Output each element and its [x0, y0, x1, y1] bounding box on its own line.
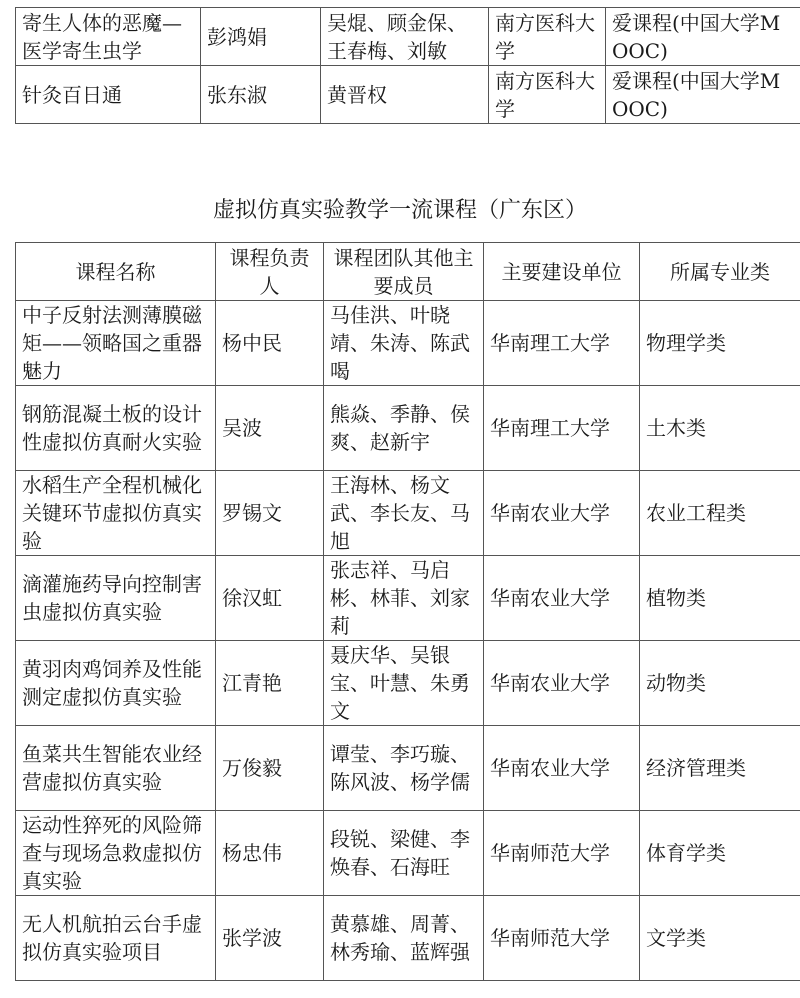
course-name-cell: 滴灌施药导向控制害虫虚拟仿真实验: [16, 556, 216, 641]
course-name-cell: 无人机航拍云台手虚拟仿真实验项目: [16, 896, 216, 981]
unit-cell: 华南农业大学: [484, 471, 640, 556]
table-row: [16, 386, 800, 471]
virtual-simulation-course-table: [15, 242, 800, 981]
leader-cell: 杨中民: [216, 301, 324, 386]
table-row: [16, 8, 800, 66]
category-cell: 物理学类: [640, 301, 800, 386]
unit-cell: 华南农业大学: [484, 556, 640, 641]
table-row: [16, 726, 800, 811]
table-row: [16, 896, 800, 981]
course-name-cell: 中子反射法测薄膜磁矩——领略国之重器魅力: [16, 301, 216, 386]
unit-cell: 华南农业大学: [484, 641, 640, 726]
members-cell: 马佳洪、叶晓靖、朱涛、陈武喝: [324, 301, 484, 386]
course-name-cell: 水稻生产全程机械化关键环节虚拟仿真实验: [16, 471, 216, 556]
unit-cell: 华南理工大学: [484, 301, 640, 386]
platform-cell: 爱课程(中国大学MOOC): [606, 66, 800, 124]
table-row: [16, 66, 800, 124]
header-leader: 课程负责人: [216, 243, 324, 301]
members-cell: 黄晋权: [321, 66, 489, 124]
unit-cell: 华南师范大学: [484, 896, 640, 981]
table-row: [16, 556, 800, 641]
category-cell: 土木类: [640, 386, 800, 471]
category-cell: 经济管理类: [640, 726, 800, 811]
course-name-cell: 寄生人体的恶魔—医学寄生虫学: [16, 8, 201, 66]
unit-cell: 华南农业大学: [484, 726, 640, 811]
leader-cell: 吴波: [216, 386, 324, 471]
unit-cell: 南方医科大学: [489, 66, 606, 124]
course-name-cell: 针灸百日通: [16, 66, 201, 124]
category-cell: 动物类: [640, 641, 800, 726]
leader-cell: 徐汉虹: [216, 556, 324, 641]
header-category: 所属专业类: [640, 243, 800, 301]
members-cell: 段锐、梁健、李焕春、石海旺: [324, 811, 484, 896]
unit-cell: 华南理工大学: [484, 386, 640, 471]
table-row: [16, 641, 800, 726]
leader-cell: 张学波: [216, 896, 324, 981]
category-cell: 文学类: [640, 896, 800, 981]
leader-cell: 万俊毅: [216, 726, 324, 811]
members-cell: 谭莹、李巧璇、陈风波、杨学儒: [324, 726, 484, 811]
table-row: [16, 811, 800, 896]
table-row: [16, 301, 800, 386]
category-cell: 体育学类: [640, 811, 800, 896]
leader-cell: 杨忠伟: [216, 811, 324, 896]
course-name-cell: 鱼菜共生智能农业经营虚拟仿真实验: [16, 726, 216, 811]
course-name-cell: 黄羽肉鸡饲养及性能测定虚拟仿真实验: [16, 641, 216, 726]
members-cell: 黄慕雄、周菁、林秀瑜、蓝辉强: [324, 896, 484, 981]
leader-cell: 张东淑: [201, 66, 321, 124]
header-unit: 主要建设单位: [484, 243, 640, 301]
header-course-name: 课程名称: [16, 243, 216, 301]
unit-cell: 华南师范大学: [484, 811, 640, 896]
header-members: 课程团队其他主要成员: [324, 243, 484, 301]
platform-cell: 爱课程(中国大学MOOC): [606, 8, 800, 66]
course-name-cell: 运动性猝死的风险筛查与现场急救虚拟仿真实验: [16, 811, 216, 896]
table-row: [16, 471, 800, 556]
members-cell: 王海林、杨文武、李长友、马旭: [324, 471, 484, 556]
leader-cell: 罗锡文: [216, 471, 324, 556]
members-cell: 张志祥、马启彬、林菲、刘家莉: [324, 556, 484, 641]
section-title: 虚拟仿真实验教学一流课程（广东区）: [212, 198, 587, 223]
category-cell: 植物类: [640, 556, 800, 641]
unit-cell: 南方医科大学: [489, 8, 606, 66]
members-cell: 聂庆华、吴银宝、叶慧、朱勇文: [324, 641, 484, 726]
leader-cell: 彭鸿娟: [201, 8, 321, 66]
members-cell: 熊焱、季静、侯爽、赵新宇: [324, 386, 484, 471]
members-cell: 吴焜、顾金保、王春梅、刘敏: [321, 8, 489, 66]
course-name-cell: 钢筋混凝土板的设计性虚拟仿真耐火实验: [16, 386, 216, 471]
category-cell: 农业工程类: [640, 471, 800, 556]
previous-course-table: [15, 7, 800, 124]
header-row: [16, 243, 800, 301]
leader-cell: 江青艳: [216, 641, 324, 726]
